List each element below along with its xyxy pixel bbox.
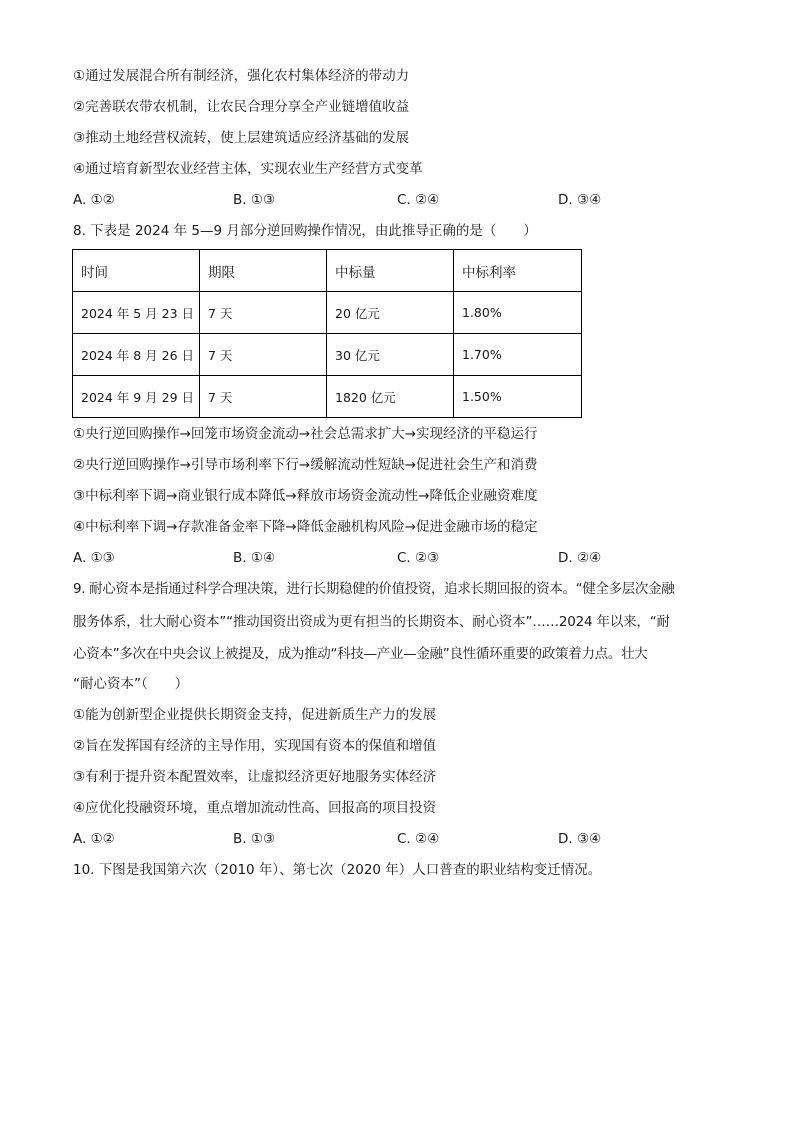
q9-stem-line-1: 9. 耐心资本是指通过科学合理决策，进行长期稳健的价值投资，追求长期回报的资本。“健全多层次金融 bbox=[73, 581, 675, 597]
q9-item-1: ①能为创新型企业提供长期资金支持，促进新质生产力的发展 bbox=[73, 707, 437, 723]
table-header-row bbox=[73, 250, 582, 292]
table-cell: 1820 亿元 bbox=[327, 376, 454, 418]
q9-item-4: ④应优化投融资环境，重点增加流动性高、回报高的项目投资 bbox=[73, 800, 437, 816]
q9-item-3: ③有利于提升资本配置效率，让虚拟经济更好地服务实体经济 bbox=[73, 769, 437, 785]
table-cell: 20 亿元 bbox=[327, 292, 454, 334]
q9-option-c: C. ②④ bbox=[397, 831, 440, 847]
q7-option-a: A. ①② bbox=[73, 192, 115, 208]
reverse-repo-table bbox=[72, 249, 582, 418]
table-cell: 1.80% bbox=[454, 292, 582, 334]
table-header-cell: 时间 bbox=[73, 250, 200, 292]
q7-item-4: ④通过培育新型农业经营主体，实现农业生产经营方式变革 bbox=[73, 161, 423, 177]
table-cell: 7 天 bbox=[200, 334, 327, 376]
table-cell: 30 亿元 bbox=[327, 334, 454, 376]
table-header-cell: 中标利率 bbox=[454, 250, 582, 292]
q8-option-a: A. ①③ bbox=[73, 550, 115, 566]
q7-item-1: ①通过发展混合所有制经济，强化农村集体经济的带动力 bbox=[73, 68, 410, 84]
q9-option-b: B. ①③ bbox=[233, 831, 276, 847]
q7-item-3: ③推动土地经营权流转，使上层建筑适应经济基础的发展 bbox=[73, 130, 410, 146]
q8-item-2: ②央行逆回购操作→引导市场利率下行→缓解流动性短缺→促进社会生产和消费 bbox=[73, 457, 538, 473]
table-cell: 1.50% bbox=[454, 376, 582, 418]
q8-item-1: ①央行逆回购操作→回笼市场资金流动→社会总需求扩大→实现经济的平稳运行 bbox=[73, 426, 538, 442]
q10-stem: 10. 下图是我国第六次（2010 年）、第七次（2020 年）人口普查的职业结构变迁情况。 bbox=[73, 862, 602, 878]
q8-stem: 8. 下表是 2024 年 5—9 月部分逆回购操作情况，由此推导正确的是（ ） bbox=[73, 223, 537, 239]
q7-option-b: B. ①③ bbox=[233, 192, 276, 208]
q8-option-c: C. ②③ bbox=[397, 550, 440, 566]
table-row bbox=[73, 334, 582, 376]
table-cell: 2024 年 9 月 29 日 bbox=[73, 376, 200, 418]
table-cell: 7 天 bbox=[200, 292, 327, 334]
q8-option-d: D. ②④ bbox=[558, 550, 602, 566]
table-cell: 2024 年 8 月 26 日 bbox=[73, 334, 200, 376]
q9-item-2: ②旨在发挥国有经济的主导作用，实现国有资本的保值和增值 bbox=[73, 738, 437, 754]
q7-option-d: D. ③④ bbox=[558, 192, 602, 208]
q9-stem-line-3: 心资本”多次在中央会议上被提及，成为推动“科技—产业—金融”良性循环重要的政策着力点。壮大 bbox=[73, 646, 648, 662]
table-header-cell: 期限 bbox=[200, 250, 327, 292]
table-row bbox=[73, 292, 582, 334]
q7-option-c: C. ②④ bbox=[397, 192, 440, 208]
q7-item-2: ②完善联农带农机制，让农民合理分享全产业链增值收益 bbox=[73, 99, 410, 115]
q9-stem-line-4: “耐心资本”（ ） bbox=[73, 676, 189, 692]
q8-option-b: B. ①④ bbox=[233, 550, 276, 566]
table-cell: 7 天 bbox=[200, 376, 327, 418]
q9-option-d: D. ③④ bbox=[558, 831, 602, 847]
q9-stem-line-2: 服务体系，壮大耐心资本”“推动国资出资成为更有担当的长期资本、耐心资本”……2024 年以来，“耐 bbox=[73, 614, 670, 630]
table-header-cell: 中标量 bbox=[327, 250, 454, 292]
table-cell: 1.70% bbox=[454, 334, 582, 376]
q8-item-3: ③中标利率下调→商业银行成本降低→释放市场资金流动性→降低企业融资难度 bbox=[73, 488, 538, 504]
q9-option-a: A. ①② bbox=[73, 831, 115, 847]
table-row bbox=[73, 376, 582, 418]
q8-item-4: ④中标利率下调→存款准备金率下降→降低金融机构风险→促进金融市场的稳定 bbox=[73, 519, 538, 535]
table-cell: 2024 年 5 月 23 日 bbox=[73, 292, 200, 334]
